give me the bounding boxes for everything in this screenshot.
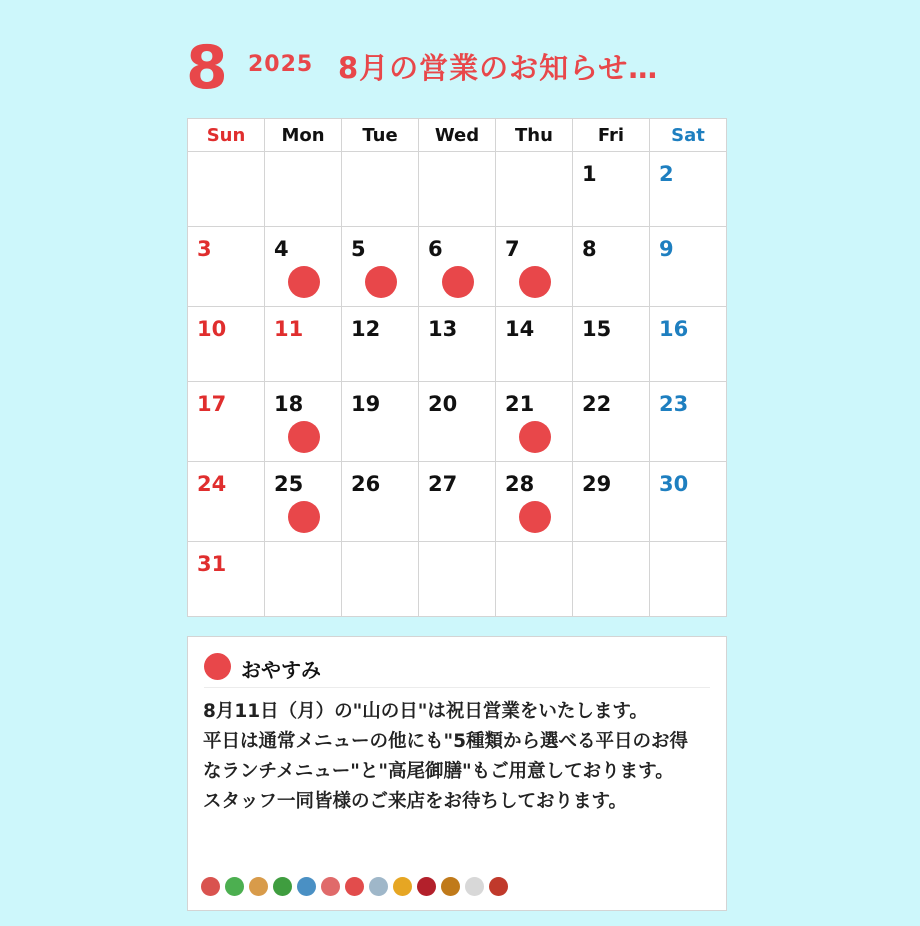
emoji-row — [201, 877, 508, 896]
closed-dot-icon — [442, 266, 474, 298]
day-number: 17 — [197, 392, 227, 416]
octopus-icon — [345, 877, 364, 896]
empty-day-cell — [650, 542, 727, 617]
weekday-mon: Mon — [265, 119, 342, 152]
day-cell-13 — [419, 307, 496, 382]
day-cell-28 — [496, 462, 573, 542]
day-cell-30 — [650, 462, 727, 542]
notice-line: 平日は通常メニューの他にも"5種類から選べる平日のお得なランチメニュー"と"高尾御膳"もご用意しております。 — [203, 731, 689, 782]
empty-day-cell — [342, 152, 419, 227]
closed-dot-icon — [204, 653, 231, 680]
wine-icon — [417, 877, 436, 896]
day-number: 29 — [582, 472, 612, 496]
weekday-sat: Sat — [650, 119, 727, 152]
vegetable-icon — [225, 877, 244, 896]
empty-day-cell — [265, 152, 342, 227]
empty-day-cell — [419, 542, 496, 617]
empty-day-cell — [496, 152, 573, 227]
day-number: 19 — [351, 392, 381, 416]
day-number: 1 — [582, 162, 597, 186]
day-number: 5 — [351, 237, 366, 261]
calendar-week-row — [188, 382, 727, 462]
day-cell-14 — [496, 307, 573, 382]
day-cell-17 — [188, 382, 265, 462]
day-number: 3 — [197, 237, 212, 261]
calendar-week-row — [188, 542, 727, 617]
day-cell-2 — [650, 152, 727, 227]
day-cell-24 — [188, 462, 265, 542]
page-title: 8月の営業のお知らせ… — [338, 51, 659, 85]
notice-line: 8月11日（月）の"山の日"は祝日営業をいたします。 — [203, 701, 648, 722]
empty-day-cell — [188, 152, 265, 227]
day-cell-10 — [188, 307, 265, 382]
day-cell-7 — [496, 227, 573, 307]
month-number: 8 — [186, 33, 228, 103]
day-number: 8 — [582, 237, 597, 261]
notice-panel — [187, 636, 727, 911]
empty-day-cell — [496, 542, 573, 617]
day-cell-23 — [650, 382, 727, 462]
whisky-icon — [441, 877, 460, 896]
calendar-grid — [187, 118, 727, 617]
day-number: 18 — [274, 392, 304, 416]
year-label: 2025 — [248, 52, 314, 77]
day-number: 10 — [197, 317, 227, 341]
meat-icon — [201, 877, 220, 896]
day-cell-1 — [573, 152, 650, 227]
closed-dot-icon — [519, 421, 551, 453]
day-cell-29 — [573, 462, 650, 542]
day-number: 7 — [505, 237, 520, 261]
chopsticks-icon — [489, 877, 508, 896]
day-number: 30 — [659, 472, 689, 496]
day-number: 26 — [351, 472, 381, 496]
day-number: 11 — [274, 317, 304, 341]
notice-text — [203, 697, 703, 817]
empty-day-cell — [265, 542, 342, 617]
day-cell-21 — [496, 382, 573, 462]
onion-icon — [249, 877, 268, 896]
closed-dot-icon — [288, 266, 320, 298]
weekday-fri: Fri — [573, 119, 650, 152]
calendar-week-row — [188, 152, 727, 227]
closed-dot-icon — [519, 501, 551, 533]
weekday-sun: Sun — [188, 119, 265, 152]
calendar-week-row — [188, 227, 727, 307]
weekday-header-row — [188, 119, 727, 152]
day-cell-11 — [265, 307, 342, 382]
day-number: 20 — [428, 392, 458, 416]
day-number: 25 — [274, 472, 304, 496]
fish-icon — [297, 877, 316, 896]
day-cell-26 — [342, 462, 419, 542]
day-number: 28 — [505, 472, 535, 496]
page-header — [0, 28, 920, 108]
day-number: 12 — [351, 317, 381, 341]
day-cell-9 — [650, 227, 727, 307]
day-cell-25 — [265, 462, 342, 542]
closed-dot-icon — [288, 501, 320, 533]
broccoli-icon — [273, 877, 292, 896]
day-number: 21 — [505, 392, 535, 416]
day-number: 23 — [659, 392, 689, 416]
day-number: 6 — [428, 237, 443, 261]
day-number: 2 — [659, 162, 674, 186]
day-number: 16 — [659, 317, 689, 341]
day-number: 24 — [197, 472, 227, 496]
day-number: 22 — [582, 392, 612, 416]
day-number: 31 — [197, 552, 227, 576]
rice-icon — [465, 877, 484, 896]
day-number: 13 — [428, 317, 458, 341]
day-cell-5 — [342, 227, 419, 307]
day-cell-31 — [188, 542, 265, 617]
weekday-wed: Wed — [419, 119, 496, 152]
day-number: 27 — [428, 472, 458, 496]
calendar-week-row — [188, 462, 727, 542]
calendar-week-row — [188, 307, 727, 382]
day-number: 15 — [582, 317, 612, 341]
closed-dot-icon — [288, 421, 320, 453]
weekday-tue: Tue — [342, 119, 419, 152]
legend-closed-label: おやすみ — [241, 658, 321, 682]
day-number: 4 — [274, 237, 289, 261]
day-cell-4 — [265, 227, 342, 307]
day-number: 9 — [659, 237, 674, 261]
beer-icon — [393, 877, 412, 896]
empty-day-cell — [419, 152, 496, 227]
weekday-thu: Thu — [496, 119, 573, 152]
legend-closed — [204, 651, 710, 688]
sake-icon — [369, 877, 388, 896]
empty-day-cell — [573, 542, 650, 617]
day-cell-6 — [419, 227, 496, 307]
notice-line: スタッフ一同皆様のご来店をお待ちしております。 — [203, 791, 628, 812]
day-cell-15 — [573, 307, 650, 382]
day-cell-12 — [342, 307, 419, 382]
empty-day-cell — [342, 542, 419, 617]
day-cell-18 — [265, 382, 342, 462]
day-number: 14 — [505, 317, 535, 341]
day-cell-19 — [342, 382, 419, 462]
day-cell-20 — [419, 382, 496, 462]
day-cell-22 — [573, 382, 650, 462]
day-cell-16 — [650, 307, 727, 382]
day-cell-27 — [419, 462, 496, 542]
closed-dot-icon — [365, 266, 397, 298]
closed-dot-icon — [519, 266, 551, 298]
squid-icon — [321, 877, 340, 896]
day-cell-3 — [188, 227, 265, 307]
day-cell-8 — [573, 227, 650, 307]
